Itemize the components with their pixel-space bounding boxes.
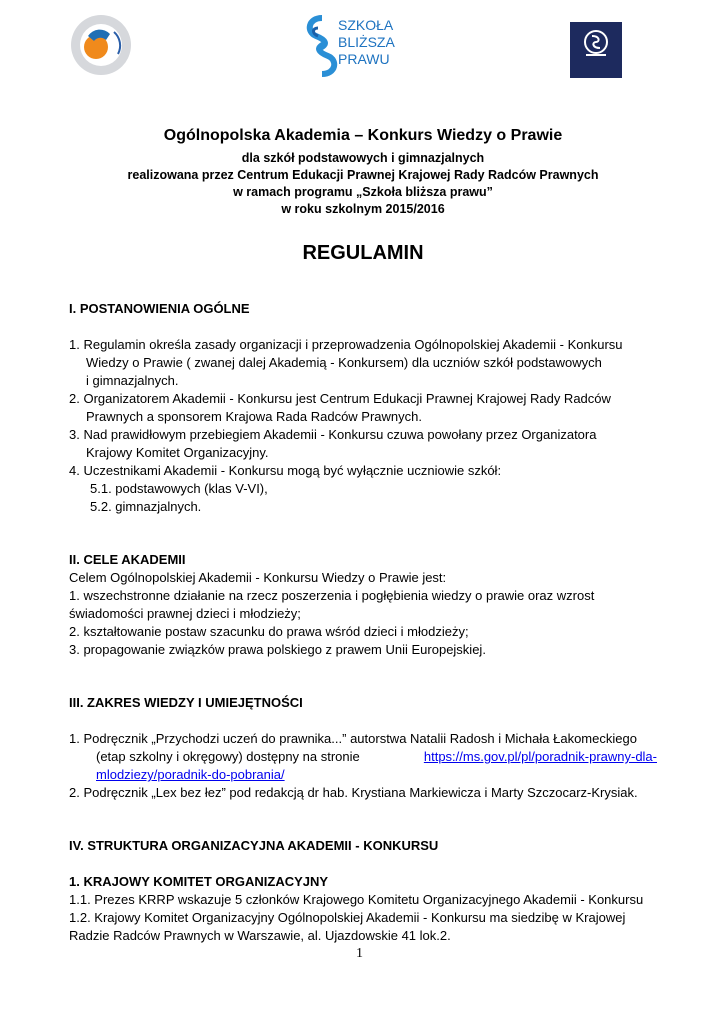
section-1-line: 5.1. podstawowych (klas V-VI), [90, 481, 268, 496]
subtitle-line-2: realizowana przez Centrum Edukacji Prawnej Krajowej Rady Radców Prawnych [127, 168, 599, 182]
subtitle-line-1: dla szkół podstawowych i gimnazjalnych [241, 151, 485, 165]
section-4-heading: IV. STRUKTURA ORGANIZACYJNA AKADEMII - KONKURSU [69, 838, 439, 853]
section-1-line: i gimnazjalnych. [86, 373, 179, 388]
section-4-line: 1.2. Krajowy Komitet Organizacyjny Ogólnopolskiej Akademii - Konkursu ma siedzibę w Krajowej [69, 910, 626, 925]
subtitle-line-4: w roku szkolnym 2015/2016 [281, 202, 445, 216]
section-1-line: 5.2. gimnazjalnych. [90, 499, 202, 514]
section-1-line: Krajowy Komitet Organizacyjny. [86, 445, 269, 460]
krrp-logo-icon [570, 22, 622, 78]
section-3-item-2: 2. Podręcznik „Lex bez łez” pod redakcją dr hab. Krystiana Markiewicza i Marty Szczocarz-Krysiak. [69, 785, 638, 800]
subtitle-line-3: w ramach programu „Szkoła bliższa prawu” [233, 185, 493, 199]
section-3-item-1-text: (etap szkolny i okręgowy) dostępny na stronie [96, 749, 360, 764]
section-3-item-1-line-3 [96, 766, 684, 784]
krrp-emblem-icon [570, 22, 622, 62]
section-1-line: 3. Nad prawidłowym przebiegiem Akademii - Konkursu czuwa powołany przez Organizatora [69, 427, 597, 442]
section-3-item-1: 1. Podręcznik „Przychodzi uczeń do prawnika...” autorstwa Natalii Radosh i Michała Łakomeckiego [69, 731, 637, 746]
section-1-line: 2. Organizatorem Akademii - Konkursu jest Centrum Edukacji Prawnej Krajowej Rady Radców [69, 391, 611, 406]
section-2-line: 3. propagowanie związków prawa polskiego z prawem Unii Europejskiej. [69, 642, 486, 657]
section-1-line: 4. Uczestnikami Akademii - Konkursu mogą być wyłącznie uczniowie szkół: [69, 463, 502, 478]
section-1-line: 1. Regulamin określa zasady organizacji i przeprowadzenia Ogólnopolskiej Akademii - Konkursu [69, 337, 623, 352]
svg-text:PRAWU: PRAWU [338, 51, 390, 67]
poradnik-link[interactable]: https://ms.gov.pl/pl/poradnik-prawny-dla- [423, 749, 657, 764]
regulamin-heading: REGULAMIN [302, 242, 424, 264]
section-2-line: świadomości prawnej dzieci i młodzieży; [69, 606, 301, 621]
section-1-line: Wiedzy o Prawie ( zwanej dalej Akademią - Konkursem) dla uczniów szkół podstawowych [86, 355, 602, 370]
section-2-line: Celem Ogólnopolskiej Akademii - Konkursu Wiedzy o Prawie jest: [69, 570, 447, 585]
section-3-item-1-line-2 [96, 748, 657, 766]
page-number: 1 [356, 946, 363, 961]
section-1-heading: I. POSTANOWIENIA OGÓLNE [69, 301, 250, 316]
centrum-edukacji-logo-icon [70, 14, 132, 76]
poradnik-link-continued[interactable]: mlodziezy/poradnik-do-pobrania/ [96, 767, 285, 782]
section-4-line: 1.1. Prezes KRRP wskazuje 5 członków Krajowego Komitetu Organizacyjnego Akademii - Konkursu [69, 892, 644, 907]
svg-text:SZKOŁA: SZKOŁA [338, 17, 394, 33]
logos-header [0, 0, 725, 90]
section-1-line: Prawnych a sponsorem Krajowa Rada Radców Prawnych. [86, 409, 422, 424]
section-2-heading: II. CELE AKADEMII [69, 552, 186, 567]
section-3-heading: III. ZAKRES WIEDZY I UMIEJĘTNOŚCI [69, 695, 303, 710]
section-4-line: Radzie Radców Prawnych w Warszawie, al. Ujazdowskie 41 lok.2. [69, 928, 451, 943]
document-title: Ogólnopolska Akademia – Konkurs Wiedzy o Prawie [163, 127, 563, 144]
section-2-line: 2. kształtowanie postaw szacunku do prawa wśród dzieci i młodzieży; [69, 624, 469, 639]
szkola-blizsza-prawu-logo-icon [300, 14, 400, 78]
svg-text:BLIŻSZA: BLIŻSZA [338, 34, 395, 50]
section-2-line: 1. wszechstronne działanie na rzecz poszerzenia i pogłębienia wiedzy o prawie oraz wzrost [69, 588, 595, 603]
section-4-subheading: 1. KRAJOWY KOMITET ORGANIZACYJNY [69, 874, 329, 889]
